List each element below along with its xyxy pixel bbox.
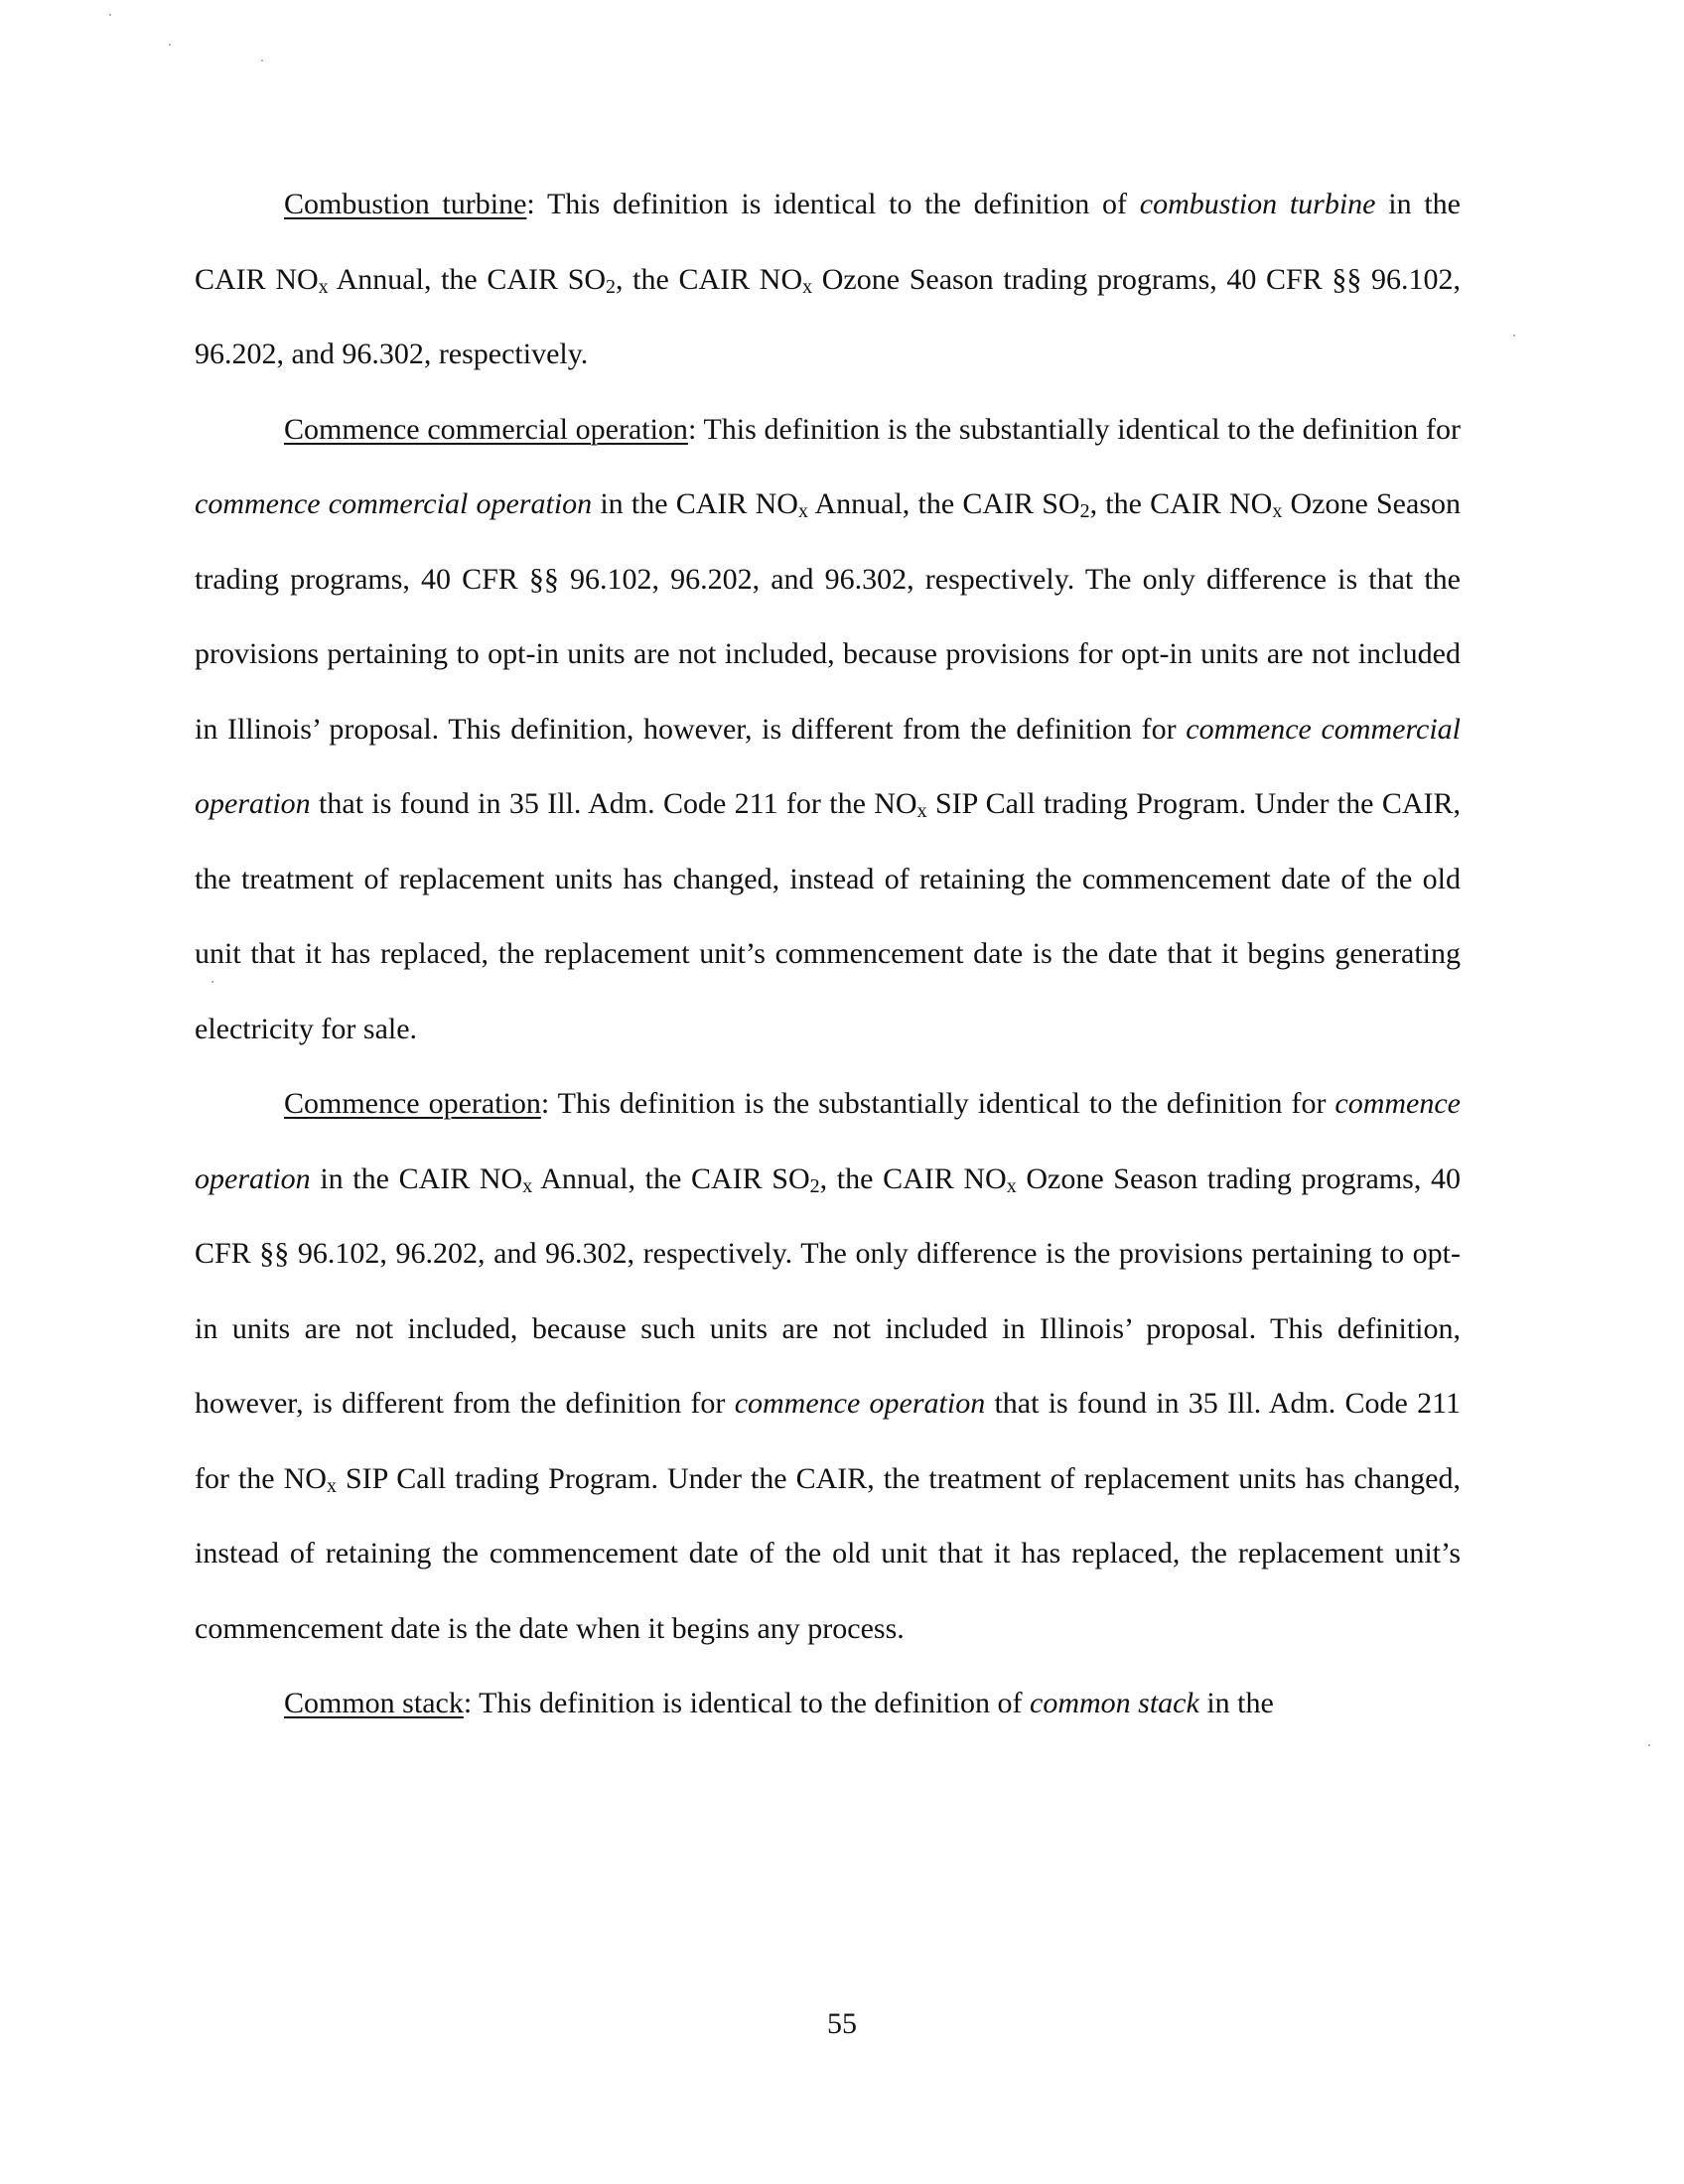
defined-term: Commence commercial operation — [284, 412, 688, 446]
defined-term: Common stack — [284, 1687, 464, 1719]
definition-combustion-turbine: Combustion turbine: This definition is identical to the definition of combustion turbine in the CAIR $NO_x$ Annual, the CAIR $SO_2$, the CAIR $NO_x$ Ozone Season trading programs, 40 CFR §§ 96.102, 96.202, and 96.302, respectively. — [195, 188, 1461, 370]
page-number: 55 — [827, 2007, 857, 2040]
defined-term: Combustion turbine — [284, 188, 527, 220]
defined-term: Commence operation — [284, 1087, 541, 1120]
scan-speck — [1648, 1744, 1650, 1746]
scan-speck — [109, 14, 111, 16]
body-text — [195, 167, 1461, 1741]
definition-common-stack: Common stack: This definition is identical to the definition of common stack in the — [284, 1687, 1274, 1719]
definition-commence-commercial-operation: Commence commercial operation: This definition is the substantially identical to the definition for commence commercial operation in the CAIR $NO_x$ Annual, the CAIR $SO_2$, the CAIR $NO_x$ Ozone Season trading programs, 40 CFR §§ 96.102, 96.202, and 96.302, respectively. The only difference is that the provisions pertaining to opt-in units are not included, because provisions for opt-in units are not included in Illinois’ proposal. This definition, however, is different from the definition for commence commercial operation that is found in 35 Ill. Adm. Code 211 for the $NO_x$ SIP Call trading Program. Under the CAIR, the treatment of replacement units has changed, instead of retaining the commencement date of the old unit that it has replaced, the replacement unit’s commencement date is the date that it begins generating electricity for sale. — [195, 412, 1462, 1045]
scan-speck — [1513, 335, 1515, 337]
scan-speck — [261, 60, 263, 62]
scan-speck — [169, 44, 171, 46]
definition-commence-operation: Commence operation: This definition is the substantially identical to the definition for commence operation in the CAIR $NO_x$ Annual, the CAIR $SO_2$, the CAIR $NO_x$ Ozone Season trading programs, 40 CFR §§ 96.102, 96.202, and 96.302, respectively. The only difference is the provisions pertaining to opt-in units are not included, because such units are not included in Illinois’ proposal. This definition, however, is different from the definition for commence operation that is found in 35 Ill. Adm. Code 211 for the $NO_x$ SIP Call trading Program. Under the CAIR, the treatment of replacement units has changed, instead of retaining the commencement date of the old unit that it has replaced, the replacement unit’s commencement date is the date when it begins any process. — [195, 1087, 1461, 1645]
